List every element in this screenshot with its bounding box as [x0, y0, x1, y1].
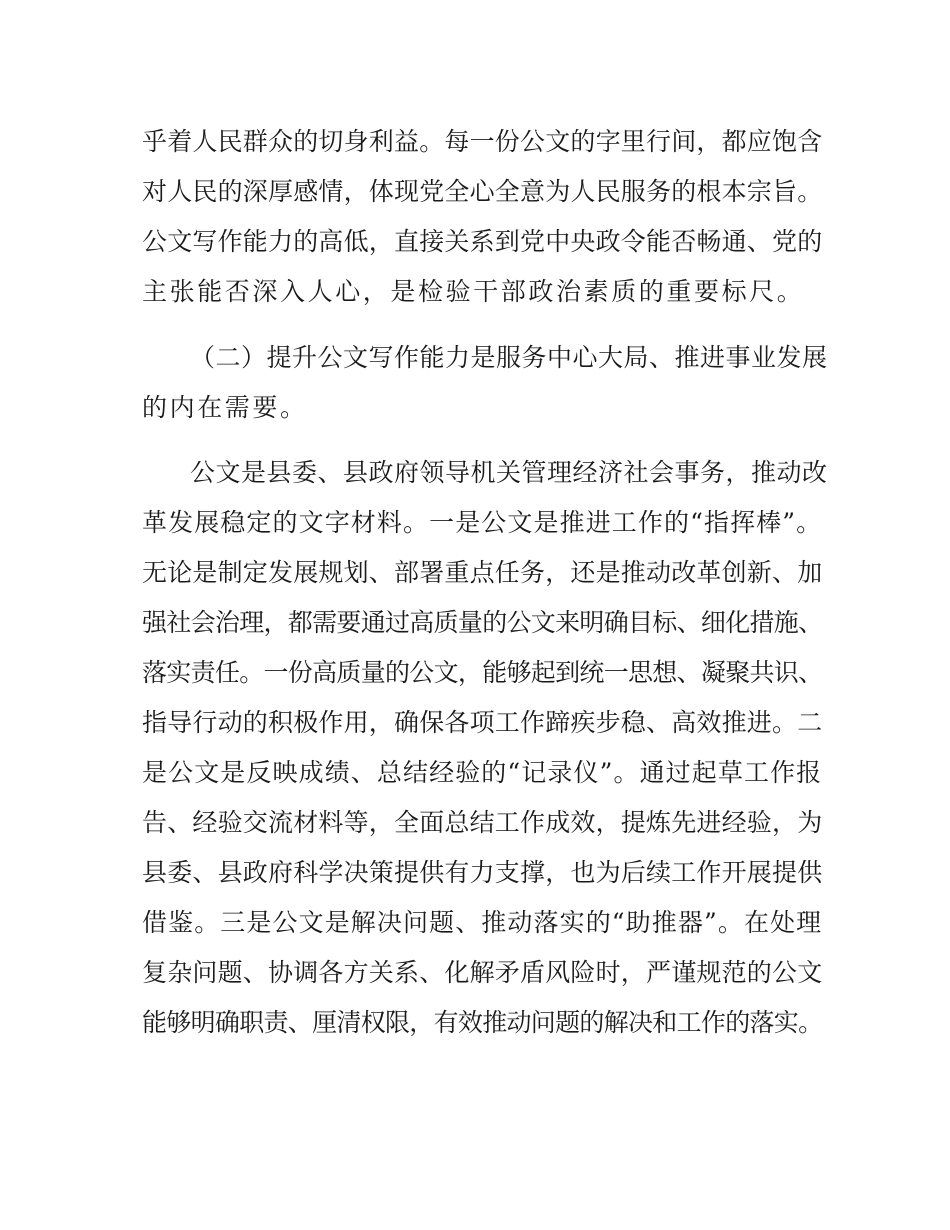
paragraph-line: 告、经验交流材料等，全面总结工作成效，提炼先进经验，为 [142, 808, 823, 837]
paragraph-line: 指导行动的积极作用，确保各项工作蹄疾步稳、高效推进。二 [142, 708, 823, 737]
paragraph-line: 落实责任。一份高质量的公文，能够起到统一思想、凝聚共识、 [142, 658, 823, 687]
paragraph-line: 主张能否深入人心，是检验干部政治素质的重要标尺。 [142, 277, 805, 306]
paragraph-line: 革发展稳定的文字材料。一是公文是推进工作的“指挥棒”。 [142, 508, 823, 537]
paragraph-line: 复杂问题、协调各方关系、化解矛盾风险时，严谨规范的公文 [142, 958, 823, 987]
paragraph-line: 是公文是反映成绩、总结经验的“记录仪”。通过起草工作报 [142, 758, 823, 787]
paragraph-line: 能够明确职责、厘清权限，有效推动问题的解决和工作的落实。 [142, 1008, 823, 1037]
paragraph-line: 公文写作能力的高低，直接关系到党中央政令能否畅通、党的 [142, 227, 823, 256]
paragraph-line: 公文是县委、县政府领导机关管理经济社会事务，推动改 [190, 458, 828, 487]
paragraph-line: 县委、县政府科学决策提供有力支撑，也为后续工作开展提供 [142, 858, 823, 887]
paragraph-line: 借鉴。三是公文是解决问题、推动落实的“助推器”。在处理 [142, 908, 823, 937]
section-heading: 的内在需要。 [142, 393, 308, 422]
section-heading: （二）提升公文写作能力是服务中心大局、推进事业发展 [190, 343, 828, 372]
paragraph-line: 无论是制定发展规划、部署重点任务，还是推动改革创新、加 [142, 558, 823, 587]
paragraph-line: 对人民的深厚感情，体现党全心全意为人民服务的根本宗旨。 [142, 177, 823, 206]
paragraph-line: 乎着人民群众的切身利益。每一份公文的字里行间，都应饱含 [142, 127, 823, 156]
paragraph-line: 强社会治理，都需要通过高质量的公文来明确目标、细化措施、 [142, 608, 823, 637]
